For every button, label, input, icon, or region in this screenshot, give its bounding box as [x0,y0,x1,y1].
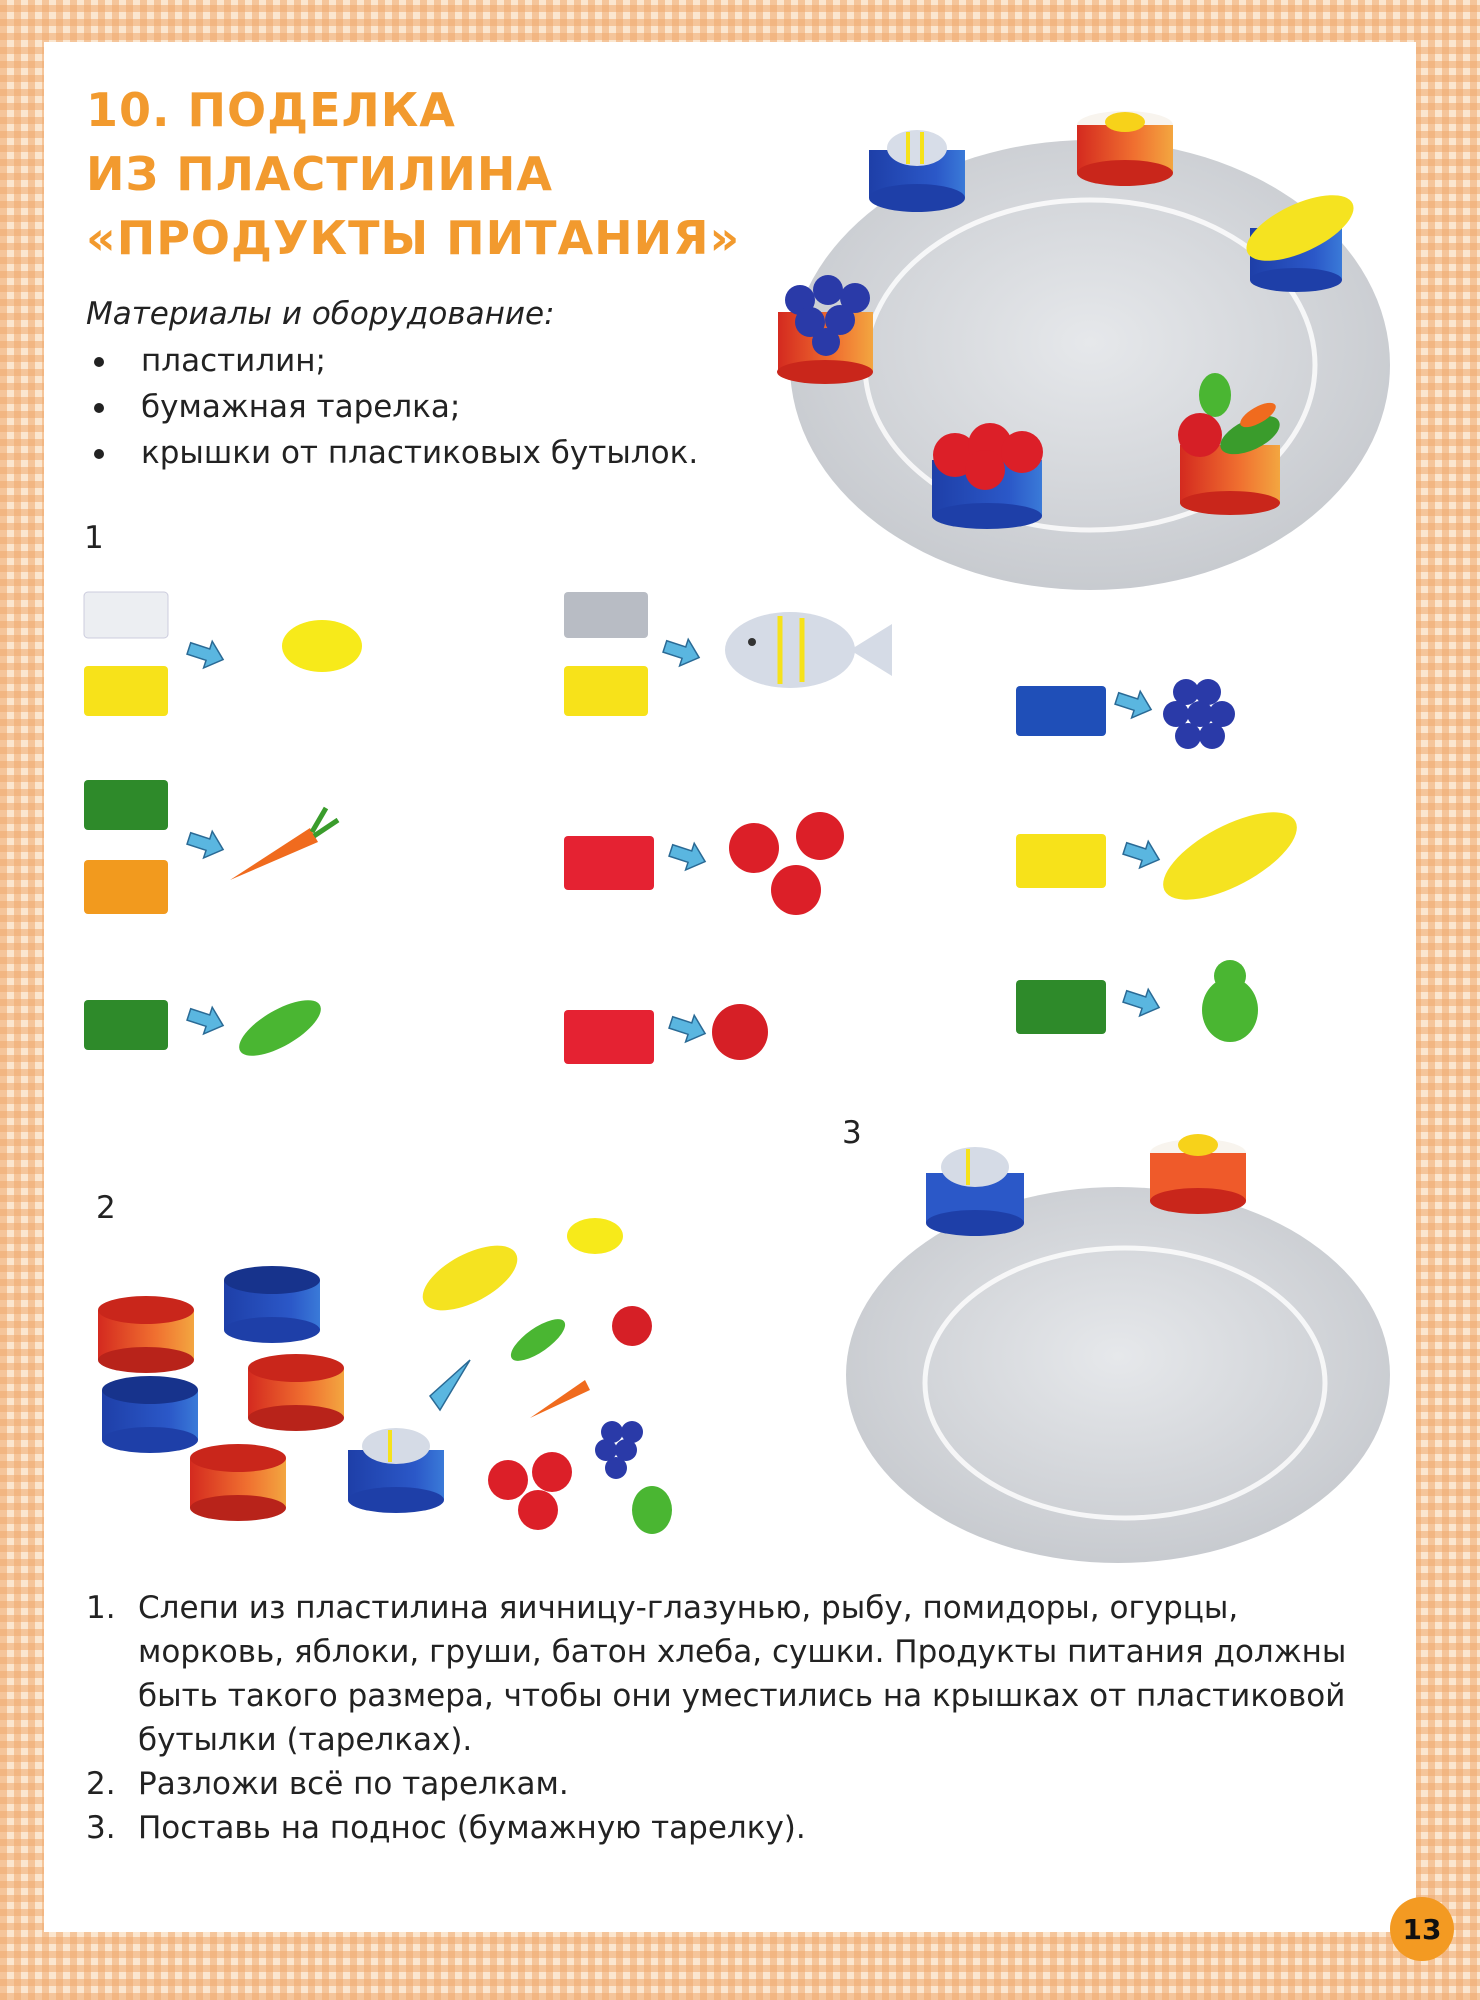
apple-icon [612,1306,652,1346]
yellow-plasticine-bar [84,666,168,716]
materials-list [86,338,698,476]
fish-icon [725,612,855,688]
red-cap [248,1354,344,1431]
egg-yolk-icon [567,1218,623,1254]
step-1-illustration [80,580,1330,1100]
bottle-caps [98,1266,444,1521]
step-2-label: 2 [96,1190,116,1226]
cucumber-step [84,989,329,1066]
instruction-number: 1. [86,1590,116,1626]
arrow-icon [185,635,228,673]
bread-icon [413,1232,527,1323]
tomatoes-icon [488,1452,572,1530]
arrow-icon [667,1009,710,1047]
instruction-text: Слепи из пластилина яичницу-глазунью, рыбу, помидоры, огурцы, морковь, яблоки, груши, батон хлеба, сушки. Продукты питания должны быть такого размера, чтобы они уместились на крышках от пластиковой бутылки (тарелках). [138,1590,1347,1758]
step-3-illustration [840,1125,1400,1565]
carrot-icon [230,828,318,880]
tomato-step [564,812,844,915]
arrow-icon [667,837,710,875]
egg-yolk-icon [1105,112,1145,132]
fish-icon [941,1147,1009,1187]
grapes-cap [777,275,873,384]
arrow-icon [661,633,704,671]
instruction-item [86,1586,1386,1762]
pear-icon [1199,373,1231,417]
instruction-text: Поставь на поднос (бумажную тарелку). [138,1810,806,1846]
apple-icon [1178,413,1222,457]
green-plasticine-bar [84,780,168,830]
blue-cap [102,1376,198,1453]
grapes-icon [1163,679,1235,749]
egg-step [84,592,362,716]
materials-item: бумажная тарелка; [86,384,698,430]
blue-cap [224,1266,320,1343]
arrow-icon [1113,685,1156,723]
materials-item: пластилин; [86,338,698,384]
apple-step [564,1004,768,1064]
step-1-label: 1 [84,520,104,556]
materials-heading: Материалы и оборудование: [86,296,555,332]
grapes-step [1016,679,1235,749]
step-3-label: 3 [842,1115,862,1151]
step-2-illustration [90,1200,710,1560]
finished-plate-illustration [770,100,1390,600]
fish-icon [362,1428,430,1464]
egg-yolk-icon [1178,1134,1218,1156]
instructions-list [86,1586,1386,1850]
instruction-number: 2. [86,1766,116,1802]
yellow-plasticine-bar [1016,834,1106,888]
fish-cap [926,1147,1024,1236]
title-line-1: 10. ПОДЕЛКА [86,83,456,137]
red-cap [190,1444,286,1521]
carrot-icon [530,1380,590,1418]
red-cap [98,1296,194,1373]
arrow-icon [430,1360,470,1410]
red-plasticine-bar [564,836,654,890]
bread-icon [1151,795,1310,917]
cucumber-icon [505,1312,571,1368]
instruction-text: Разложи всё по тарелкам. [138,1766,569,1802]
arrow-icon [1121,983,1164,1021]
fish-cap [869,130,965,212]
materials-item: крышки от пластиковых бутылок. [86,430,698,476]
green-plasticine-bar [84,1000,168,1050]
page-title [86,78,740,270]
green-plasticine-bar [1016,980,1106,1034]
fish-step [564,592,892,716]
white-plasticine-bar [84,592,168,638]
grapes-icon [595,1421,643,1479]
pear-icon [632,1486,672,1534]
blue-plasticine-bar [1016,686,1106,736]
tomatoes-icon [729,812,844,915]
pear-step [1016,960,1258,1042]
title-line-2: ИЗ ПЛАСТИЛИНА [86,147,553,201]
egg-yolk-icon [282,620,362,672]
fish-on-cap [348,1428,444,1513]
apple-icon [712,1004,768,1060]
carrot-step [84,780,338,914]
arrow-icon [185,825,228,863]
bread-step [1016,795,1309,917]
grey-plasticine-bar [564,592,648,638]
arrow-icon [185,1001,228,1039]
tomatoes-cap [932,423,1043,529]
page-number-badge: 13 [1390,1897,1454,1961]
cucumber-icon [231,989,329,1066]
arrow-icon [1121,835,1164,873]
title-line-3: «ПРОДУКТЫ ПИТАНИЯ» [86,211,741,265]
egg-cap [1150,1134,1246,1214]
instruction-item [86,1762,1386,1806]
instruction-item [86,1806,1386,1850]
materials-section [86,296,698,476]
instruction-number: 3. [86,1810,116,1846]
yellow-plasticine-bar [564,666,648,716]
fish-icon [887,130,947,166]
red-plasticine-bar [564,1010,654,1064]
orange-plasticine-bar [84,860,168,914]
egg-cap [1077,111,1173,186]
